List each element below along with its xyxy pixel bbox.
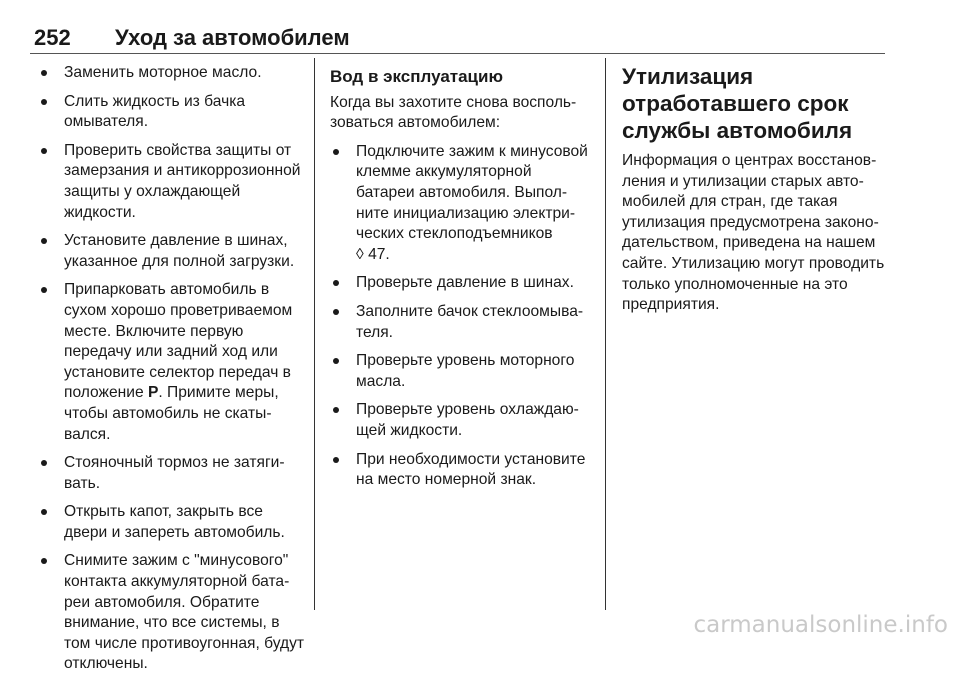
bullet-icon xyxy=(333,149,339,155)
recommissioning-steps-list xyxy=(330,142,592,491)
bullet-icon xyxy=(41,148,47,154)
bullet-icon xyxy=(41,99,47,105)
bullet-icon xyxy=(333,457,339,463)
bullet-icon xyxy=(41,509,47,515)
disposal-paragraph: Информация о центрах восстановления и утилизации старых автомобилей для стран, где такая утилизация предусмотрена законодательством, приведена на нашем сайте. Утилизацию могут проводить только уполномоченные на это предприятия. xyxy=(622,152,885,314)
column-divider xyxy=(314,58,315,610)
list-item: Проверьте давление в шинах. xyxy=(330,273,592,294)
bullet-icon xyxy=(333,407,339,413)
storage-steps-list xyxy=(38,63,306,675)
list-item: Стояночный тормоз не затягивать. xyxy=(38,453,306,494)
column-divider xyxy=(605,58,606,610)
list-item: Снимите зажим с "минусового" контакта аккумуляторной батареи автомобиля. Обратите внимание, что все системы, в том числе противоугонная, будут отключены. xyxy=(38,551,306,675)
section-heading-recommissioning: Вод в эксплуатацию xyxy=(330,67,503,86)
section-heading-disposal: Утилизация отработавшего срок службы автомобиля xyxy=(622,64,853,143)
column-1 xyxy=(38,63,306,683)
bullet-icon xyxy=(41,558,47,564)
list-item: Припарковать автомобиль в сухом хорошо проветриваемом месте. Включите первую передачу или задний ход или установите селектор передач в положение P. Примите меры, чтобы автомобиль не скатывался. xyxy=(38,280,306,445)
chapter-title: Уход за автомобилем xyxy=(115,25,350,50)
list-item: Открыть капот, закрыть все двери и запереть автомобиль. xyxy=(38,502,306,543)
column-3 xyxy=(622,63,890,324)
bullet-icon xyxy=(41,287,47,293)
bullet-icon xyxy=(333,309,339,315)
watermark: carmanualsonline.info xyxy=(693,612,948,638)
list-item: Заполните бачок стеклоомывателя. xyxy=(330,302,592,343)
list-item: Слить жидкость из бачка омывателя. xyxy=(38,92,306,133)
bullet-icon xyxy=(41,238,47,244)
list-item: Установите давление в шинах, указанное для полной загрузки. xyxy=(38,231,306,272)
page-reference-icon: ◊ xyxy=(356,245,364,263)
gear-position-p: P xyxy=(147,384,159,402)
bullet-icon xyxy=(41,460,47,466)
list-item: Проверить свойства защиты от замерзания и антикоррозионной защиты у охлаждающей жидкости. xyxy=(38,141,306,223)
list-item: Проверьте уровень моторного масла. xyxy=(330,351,592,392)
section-intro: Когда вы захотите снова воспользоваться автомобилем: xyxy=(330,93,577,132)
page-reference[interactable]: 47 xyxy=(368,245,386,263)
list-item: Заменить моторное масло. xyxy=(38,63,306,84)
list-item: Проверьте уровень охлаждающей жидкости. xyxy=(330,400,592,441)
list-item: Подключите зажим к минусовой клемме аккумуляторной батареи автомобиля. Выполните инициализацию электрических стеклоподъемников ◊ 47. xyxy=(330,142,592,266)
bullet-icon xyxy=(333,280,339,286)
column-2 xyxy=(330,63,592,499)
bullet-icon xyxy=(333,358,339,364)
page-number: 252 xyxy=(34,25,71,50)
bullet-icon xyxy=(41,70,47,76)
page-header xyxy=(30,23,885,54)
list-item: При необходимости установите на место номерной знак. xyxy=(330,450,592,491)
